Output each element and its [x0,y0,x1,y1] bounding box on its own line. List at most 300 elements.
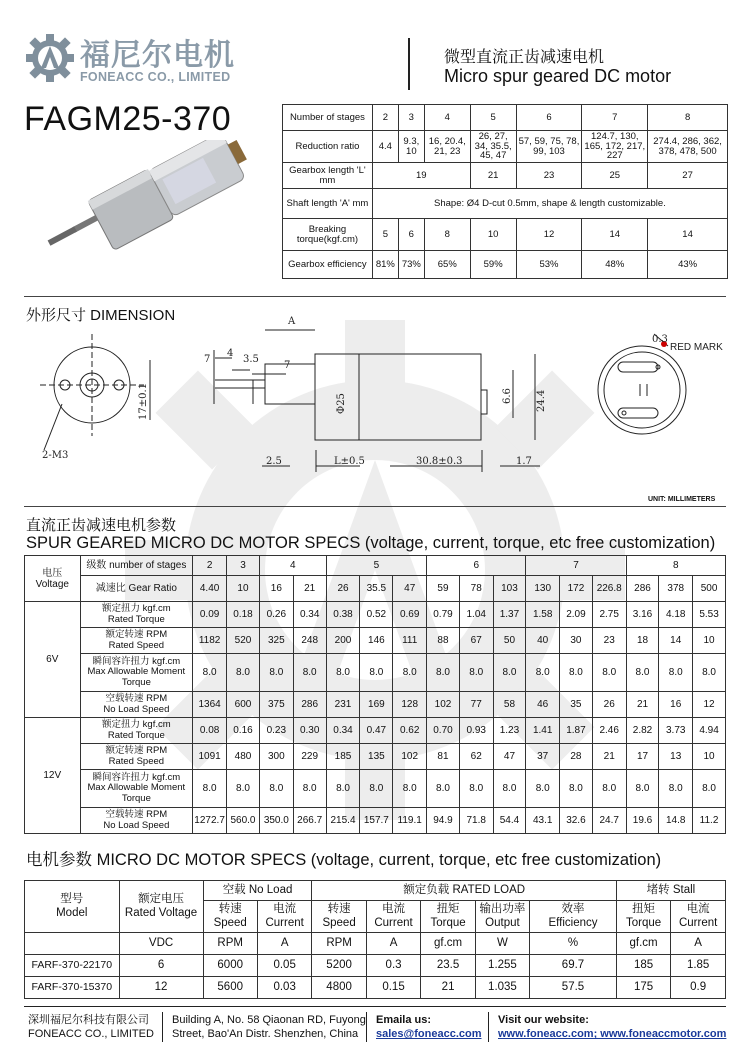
footer-website [498,1013,726,1042]
motor-data-row [25,955,726,977]
spec-label-cn: 瞬间容许扭力 kgf.cm [92,771,181,783]
motor-specs-table [24,880,726,999]
motor-value-cell: 57.5 [530,977,617,999]
unit-cell: gf.cm [421,933,475,955]
motor-value-cell: 5600 [203,977,257,999]
spec-value-cell: 0.69 [393,602,427,628]
motor-value-cell: 1.85 [671,955,726,977]
email-link[interactable]: sales@foneacc.com [376,1028,482,1041]
stage-group-cell: 3 [227,556,260,576]
unit-cell: W [475,933,529,955]
efficiency-label: Gearbox efficiency [283,251,373,279]
motor-header-row [25,881,726,901]
stages-label: Number of stages [283,105,373,131]
spec-value-cell: 26 [592,692,626,718]
unit-cell: RPM [203,933,257,955]
stage-group-cell: 4 [259,556,326,576]
dim-label: 7 [284,360,291,371]
spec-value-cell: 102 [427,692,460,718]
dim-label: 0.3 [652,334,668,345]
stages-row [283,105,728,131]
spec-value-cell: 1364 [193,692,227,718]
units-blank-cell [25,933,120,955]
spec-value-cell: 16 [659,692,693,718]
spur-data-row [25,628,726,654]
torque-cell: 8 [424,219,470,251]
spec-label [80,692,193,718]
spec-value-cell: 28 [560,744,593,770]
gear-ratio-cell: 78 [459,576,493,602]
spec-label-cn: 额定转速 RPM [105,629,168,641]
voltage-cell: 12V [25,718,81,834]
spec-value-cell: 81 [427,744,460,770]
spec-label [80,770,193,808]
motor-value-cell: 1.035 [475,977,529,999]
motor-specs-title: 电机参数 MICRO DC MOTOR SPECS (voltage, current, torque, etc free customization) [26,851,662,869]
spec-value-cell: 0.08 [193,718,227,744]
spec-value-cell: 229 [293,744,326,770]
spec-label [80,654,193,692]
gear-ratio-cell: 47 [393,576,427,602]
email-label: Emaila us: [376,1014,432,1026]
spec-value-cell: 8.0 [293,654,326,692]
spec-label-cn: 空载转速 RPM [105,693,168,705]
spec-value-cell: 0.23 [259,718,293,744]
product-title-cn: 微型直流正齿减速电机 [444,49,605,66]
gearbox-length-cell: 21 [470,163,516,189]
spec-label [80,628,193,654]
stage-cell: 8 [648,105,728,131]
unit-cell: A [671,933,726,955]
gear-ratio-cell: 26 [326,576,360,602]
spec-value-cell: 0.79 [427,602,460,628]
stage-group-cell: 6 [427,556,526,576]
spec-label-en: Rated Speed [108,639,165,651]
spec-value-cell: 8.0 [526,770,560,808]
spur-specs-title-cn: 直流正齿减速电机参数 [26,517,177,534]
spur-data-row [25,654,726,692]
spec-value-cell: 231 [326,692,360,718]
spec-value-cell: 480 [227,744,260,770]
spec-value-cell: 215.4 [326,808,360,834]
gear-ratio-cell: 21 [293,576,326,602]
gear-ratio-cell: 130 [526,576,560,602]
stall-header: 堵转 Stall [616,881,725,901]
torque-cell: 10 [470,219,516,251]
dim-label: 24.4 [536,389,547,412]
rated-load-header: 额定负载 RATED LOAD [312,881,616,901]
spec-value-cell: 8.0 [459,654,493,692]
spec-value-cell: 8.0 [360,654,393,692]
spur-data-row [25,692,726,718]
gear-ratio-cell: 59 [427,576,460,602]
spec-value-cell: 2.09 [560,602,593,628]
spec-value-cell: 0.62 [393,718,427,744]
torque-cell: 6 [398,219,424,251]
model-number: FAGM25-370 [24,100,232,138]
spec-value-cell: 5.53 [693,602,726,628]
company-name-en: FONEACC CO., LIMITED [28,1028,154,1041]
ratio-cell: 274.4, 286, 362, 378, 478, 500 [648,131,728,163]
dim-label: 7 [204,354,211,365]
dim-label: 1.7 [516,456,532,467]
dimension-title: 外形尺寸 DIMENSION [26,307,176,324]
spec-value-cell: 8.0 [459,770,493,808]
spec-label-en: Max Allowable Moment Torque [87,666,186,688]
motor-value-cell: 0.3 [366,955,421,977]
spec-value-cell: 0.38 [326,602,360,628]
spec-value-cell: 3.16 [626,602,659,628]
dim-label: 17±0.1 [138,382,149,420]
torque-cell: 12 [516,219,582,251]
spec-value-cell: 8.0 [427,654,460,692]
breaking-torque-label: Breaking torque(kgf.cm) [283,219,373,251]
dim-label: 2-M3 [42,450,69,461]
spec-value-cell: 94.9 [427,808,460,834]
spec-value-cell: 13 [659,744,693,770]
footer-company [28,1013,154,1042]
spec-value-cell: 32.6 [560,808,593,834]
rated-voltage-header: 额定电压 Rated Voltage [119,881,203,933]
spec-value-cell: 40 [526,628,560,654]
spec-value-cell: 1.23 [493,718,526,744]
spec-value-cell: 18 [626,628,659,654]
model-cell: FARF-370-15370 [25,977,120,999]
ratio-cell: 4.4 [372,131,398,163]
unit-cell: % [530,933,617,955]
spec-value-cell: 300 [259,744,293,770]
spec-value-cell: 0.18 [227,602,260,628]
shaft-length-row [283,189,728,219]
spec-value-cell: 3.73 [659,718,693,744]
footer-separator [488,1012,489,1042]
torque-header: 扭矩 Torque [421,901,475,933]
spec-label [80,602,193,628]
spec-value-cell: 8.0 [360,770,393,808]
spec-value-cell: 102 [393,744,427,770]
spec-value-cell: 8.0 [693,654,726,692]
motor-value-cell: 6000 [203,955,257,977]
spec-value-cell: 146 [360,628,393,654]
spec-value-cell: 325 [259,628,293,654]
spec-value-cell: 0.26 [259,602,293,628]
spec-label-en: No Load Speed [103,703,170,715]
spec-value-cell: 200 [326,628,360,654]
spec-value-cell: 8.0 [293,770,326,808]
motor-value-cell: 5200 [312,955,366,977]
spec-value-cell: 128 [393,692,427,718]
spec-value-cell: 1182 [193,628,227,654]
spec-value-cell: 8.0 [526,654,560,692]
spec-value-cell: 67 [459,628,493,654]
gear-ratio-cell: 35.5 [360,576,393,602]
spec-value-cell: 0.30 [293,718,326,744]
spur-data-row [25,602,726,628]
spec-label-cn: 额定转速 RPM [105,745,168,757]
efficiency-cell: 48% [582,251,648,279]
stage-cell: 6 [516,105,582,131]
spur-data-row [25,808,726,834]
spec-value-cell: 35 [560,692,593,718]
stages-label: 级数 number of stages [80,556,193,576]
efficiency-cell: 65% [424,251,470,279]
spec-value-cell: 24.7 [592,808,626,834]
speed-header: 转速 Speed [203,901,257,933]
spec-value-cell: 8.0 [326,770,360,808]
gear-ratio-cell: 16 [259,576,293,602]
motor-value-cell: 0.15 [366,977,421,999]
stage-cell: 2 [372,105,398,131]
stage-cell: 3 [398,105,424,131]
dim-label: 2.5 [266,456,282,467]
unit-cell: A [257,933,312,955]
efficiency-header: 效率 Efficiency [530,901,617,933]
spec-value-cell: 8.0 [259,770,293,808]
model-header: 型号 Model [25,881,120,933]
spec-value-cell: 8.0 [493,770,526,808]
motor-units-row [25,933,726,955]
spec-value-cell: 600 [227,692,260,718]
spec-value-cell: 8.0 [626,770,659,808]
spec-value-cell: 0.70 [427,718,460,744]
voltage-header: 电压 Voltage [25,556,81,602]
spec-label [80,808,193,834]
spec-label-cn: 空载转速 RPM [105,809,168,821]
spec-value-cell: 8.0 [693,770,726,808]
spec-value-cell: 8.0 [592,654,626,692]
product-title-en: Micro spur geared DC motor [444,66,672,86]
gear-ratio-cell: 10 [227,576,260,602]
spur-specs-title-en: SPUR GEARED MICRO DC MOTOR SPECS (voltage, current, torque, etc free customization) [26,534,716,552]
stage-overview-table [282,104,728,279]
section-divider [24,296,726,297]
spec-value-cell: 2.75 [592,602,626,628]
stage-cell: 7 [582,105,648,131]
spec-value-cell: 62 [459,744,493,770]
motor-value-cell: 12 [119,977,203,999]
spec-value-cell: 0.16 [227,718,260,744]
spec-value-cell: 169 [360,692,393,718]
gear-ratio-cell: 103 [493,576,526,602]
spec-label-cn: 瞬间容许扭力 kgf.cm [92,655,181,667]
gear-ratio-label: 减速比 Gear Ratio [80,576,193,602]
gearbox-length-cell: 19 [372,163,470,189]
spec-value-cell: 8.0 [193,654,227,692]
spec-value-cell: 50 [493,628,526,654]
spec-value-cell: 1.58 [526,602,560,628]
model-cell: FARF-370-22170 [25,955,120,977]
gearbox-length-label: Gearbox length 'L' mm [283,163,373,189]
spec-value-cell: 286 [293,692,326,718]
dim-label: 4 [227,348,234,359]
spec-value-cell: 4.94 [693,718,726,744]
spec-value-cell: 375 [259,692,293,718]
gear-ratio-cell: 4.40 [193,576,227,602]
motor-value-cell: 0.05 [257,955,312,977]
spec-value-cell: 8.0 [193,770,227,808]
ratio-cell: 9.3, 10 [398,131,424,163]
spec-value-cell: 0.34 [293,602,326,628]
spec-label-en: Rated Torque [107,729,165,741]
spec-value-cell: 12 [693,692,726,718]
spec-value-cell: 560.0 [227,808,260,834]
spec-value-cell: 77 [459,692,493,718]
spec-value-cell: 2.46 [592,718,626,744]
gear-ratio-cell: 226.8 [592,576,626,602]
spec-label-cn: 额定扭力 kgf.cm [102,719,171,731]
motor-value-cell: 0.9 [671,977,726,999]
header-divider [408,38,410,90]
dim-label: Φ25 [336,393,347,414]
unit-cell: A [366,933,421,955]
spec-value-cell: 0.09 [193,602,227,628]
spec-value-cell: 8.0 [493,654,526,692]
address-line-2: Street, Bao'An Distr. Shenzhen, China [172,1028,359,1041]
stage-group-cell: 2 [193,556,227,576]
spec-value-cell: 8.0 [560,654,593,692]
torque-cell: 5 [372,219,398,251]
unit-cell: VDC [119,933,203,955]
spec-value-cell: 17 [626,744,659,770]
spec-value-cell: 1.87 [560,718,593,744]
gearbox-length-cell: 23 [516,163,582,189]
ratio-cell: 16, 20.4, 21, 23 [424,131,470,163]
motor-value-cell: 23.5 [421,955,475,977]
ratio-cell: 124.7, 130, 165, 172, 217, 227 [582,131,648,163]
website-link[interactable]: www.foneacc.com; www.foneaccmotor.com [498,1028,727,1041]
spur-data-row [25,770,726,808]
no-load-header: 空载 No Load [203,881,312,901]
ratio-cell: 26, 27, 34, 35.5, 45, 47 [470,131,516,163]
motor-data-row [25,977,726,999]
output-header: 输出功率 Output [475,901,529,933]
spec-value-cell: 71.8 [459,808,493,834]
spec-value-cell: 8.0 [560,770,593,808]
spec-value-cell: 157.7 [360,808,393,834]
spec-value-cell: 11.2 [693,808,726,834]
spec-value-cell: 8.0 [659,654,693,692]
spec-value-cell: 8.0 [326,654,360,692]
spec-value-cell: 21 [626,692,659,718]
spec-value-cell: 0.47 [360,718,393,744]
spec-label-en: No Load Speed [103,819,170,831]
dim-label: 30.8±0.3 [416,456,463,467]
footer-email [376,1013,482,1042]
efficiency-row [283,251,728,279]
spec-value-cell: 0.93 [459,718,493,744]
spec-value-cell: 54.4 [493,808,526,834]
spec-value-cell: 43.1 [526,808,560,834]
motor-value-cell: 185 [616,955,670,977]
motor-value-cell: 69.7 [530,955,617,977]
efficiency-cell: 53% [516,251,582,279]
ratio-row [283,131,728,163]
spec-value-cell: 1.37 [493,602,526,628]
spec-value-cell: 37 [526,744,560,770]
torque-cell: 14 [582,219,648,251]
motor-value-cell: 6 [119,955,203,977]
foneacc-logo-icon [26,34,74,82]
spec-value-cell: 8.0 [259,654,293,692]
stage-cell: 5 [470,105,516,131]
unit-cell: gf.cm [616,933,670,955]
efficiency-cell: 43% [648,251,728,279]
shaft-note: Shape: Ø4 D-cut 0.5mm, shape & length customizable. [372,189,727,219]
footer-separator [366,1012,367,1042]
spec-value-cell: 19.6 [626,808,659,834]
spec-value-cell: 119.1 [393,808,427,834]
unit-cell: RPM [312,933,366,955]
gearbox-length-cell: 27 [648,163,728,189]
spec-value-cell: 14.8 [659,808,693,834]
shaft-length-label: Shaft length 'A' mm [283,189,373,219]
motor-value-cell: 4800 [312,977,366,999]
dim-label: A [288,316,296,327]
spur-data-row [25,718,726,744]
spec-label-en: Rated Speed [108,755,165,767]
spec-value-cell: 8.0 [393,770,427,808]
efficiency-cell: 59% [470,251,516,279]
spec-value-cell: 21 [592,744,626,770]
spec-label-en: Max Allowable Moment Torque [87,782,186,804]
spec-value-cell: 23 [592,628,626,654]
spec-value-cell: 1272.7 [193,808,227,834]
footer-separator [162,1012,163,1042]
spec-value-cell: 14 [659,628,693,654]
gear-ratio-cell: 172 [560,576,593,602]
spec-value-cell: 1.41 [526,718,560,744]
unit-note: UNIT: MILLIMETERS [648,496,716,503]
spec-label [80,744,193,770]
stage-group-cell: 8 [626,556,725,576]
spec-value-cell: 8.0 [227,770,260,808]
speed-header: 转速 Speed [312,901,366,933]
dim-label: L±0.5 [334,456,365,467]
spec-value-cell: 8.0 [659,770,693,808]
current-header: 电流 Current [366,901,421,933]
spec-value-cell: 266.7 [293,808,326,834]
spec-value-cell: 2.82 [626,718,659,744]
current-header: 电流 Current [671,901,726,933]
spec-value-cell: 47 [493,744,526,770]
website-label: Visit our website: [498,1014,589,1026]
spec-value-cell: 30 [560,628,593,654]
torque-cell: 14 [648,219,728,251]
spec-value-cell: 8.0 [393,654,427,692]
company-name-cn: 深圳福尼尔科技有限公司 [28,1014,149,1026]
dimension-drawing [0,300,750,510]
motor-value-cell: 0.03 [257,977,312,999]
spec-value-cell: 135 [360,744,393,770]
current-header: 电流 Current [257,901,312,933]
spec-value-cell: 0.52 [360,602,393,628]
ratio-label: Reduction ratio [283,131,373,163]
voltage-cell: 6V [25,602,81,718]
spec-value-cell: 8.0 [626,654,659,692]
stage-group-cell: 7 [526,556,626,576]
spec-value-cell: 88 [427,628,460,654]
spec-value-cell: 58 [493,692,526,718]
address-line-1: Building A, No. 58 Qiaonan RD, Fuyong [172,1014,366,1026]
footer-address [172,1013,366,1042]
spec-value-cell: 8.0 [427,770,460,808]
spec-value-cell: 8.0 [592,770,626,808]
efficiency-cell: 81% [372,251,398,279]
torque-header: 扭矩 Torque [616,901,670,933]
spec-value-cell: 248 [293,628,326,654]
spec-label-en: Rated Torque [107,613,165,625]
brand-name-cn: 福尼尔电机 [80,38,235,73]
